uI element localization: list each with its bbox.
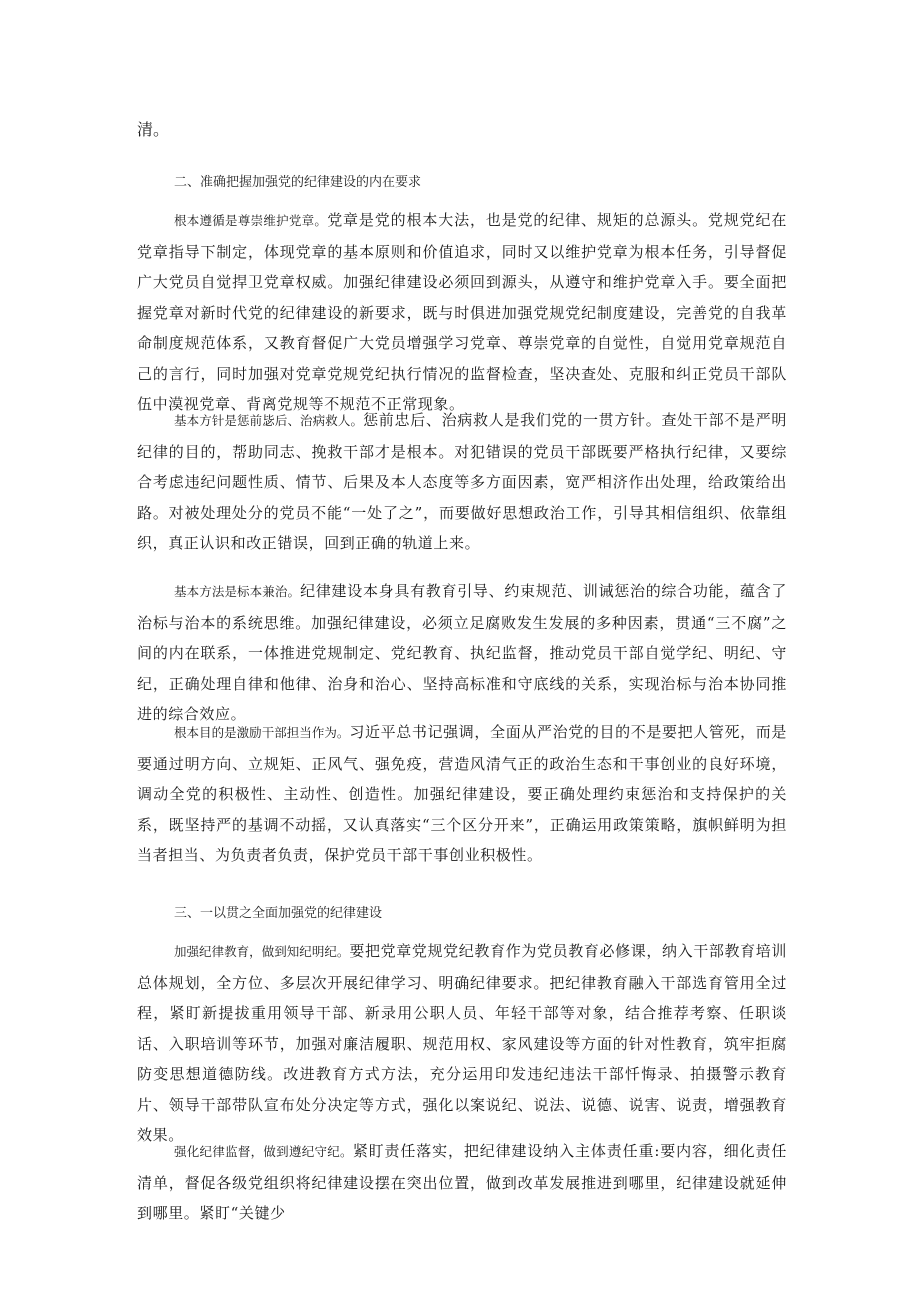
paragraph-discipline-supervision (137, 1136, 787, 1229)
paragraph-body: 紧盯责任落实，把纪律建设纳入主体责任重:要内容，细化责任清单，督促各级党组织将纪律建设摆在突出位置，做到改革发展推进到哪里，纪律建设就延伸到哪里。紧盯“关键少 (137, 1142, 787, 1222)
paragraph-lead: 基本方针是惩前毖后、治病救人。 (174, 413, 364, 428)
section-2-heading: 二、准确把握加强党的纪律建设的内在要求 (174, 175, 422, 190)
paragraph-lead: 基本方法是标本兼治。 (174, 584, 301, 599)
paragraph-basic-method (137, 576, 787, 730)
paragraph-body: 党章是党的根本大法，也是党的纪律、规矩的总源头。党规党纪在党章指导下制定，体现党章的基本原则和价值追求，同时又以维护党章为根本任务，引导督促广大党员自觉捍卫党章权威。加强纪律建设必须回到源头，从遵守和维护党章入手。要全面把握党章对新时代党的纪律建设的新要求，既与时俱进加强党规党纪制度建设，完善党的自我革命制度规范体系，又教育督促广大党员增强学习党章、尊崇党章的自觉性，自觉用党章规范自己的言行，同时加强对党章党规党纪执行情况的监督检查，坚决查处、克服和纠正党员干部队伍中漠视党章、背离党规等不规范不正常现象。 (137, 211, 787, 413)
paragraph-body: 习近平总书记强调，全面从严治党的目的不是要把人管死，而是要通过明方向、立规矩、正风气、强免疫，营造风清气正的政治生态和干事创业的良好环境，调动全党的积极性、主动性、创造性。加强纪律建设，要正确处理约束惩治和支持保护的关系，既坚持严的基调不动摇，又认真落实“三个区分开来”，正确运用政策策略，旗帜鲜明为担当者担当、为负责者负责，保护党员干部干事创业积极性。 (137, 723, 787, 864)
paragraph-body: 纪律建设本身具有教育引导、约束规范、训诫惩治的综合功能，蕴含了治标与治本的系统思维。加强纪律建设，必须立足腐败发生发展的多种因素，贯通“三不腐”之间的内在联系，一体推进党规制定、党纪教育、执纪监督，推动党员干部自觉学纪、明纪、守纪，正确处理自律和他律、治身和治心、坚持高标准和守底线的关系，实现治标与治本协同推进的综合效应。 (137, 582, 787, 723)
paragraph-body: 要把党章党规党纪教育作为党员教育必修课，纳入干部教育培训总体规划，全方位、多层次开展纪律学习、明确纪律要求。把纪律教育融入干部选育管用全过程，紧盯新提拔重用领导干部、新录用公职人员、年轻干部等对象，结合推荐考察、任职谈话、入职培训等环节，加强对廉洁履职、规范用权、家风建设等方面的针对性教育，筑牢拒腐防变思想道德防线。改进教育方式方法，充分运用印发违纪违法干部忏悔录、拍摄警示教育片、领导干部带队宣布处分决定等方式，强化以案说纪、说法、说德、说害、说责，增强教育效果。 (137, 942, 787, 1144)
paragraph-lead: 根本遵循是尊崇维护党章。 (174, 213, 328, 228)
continuation-fragment: 清。 (137, 120, 170, 139)
section-3-heading: 三、一以贯之全面加强党的纪律建设 (174, 906, 383, 921)
paragraph-fundamental-goal (137, 717, 787, 871)
paragraph-discipline-education (137, 936, 787, 1151)
paragraph-body: 惩前忠后、治病救人是我们党的一贯方针。查处干部不是严明纪律的目的，帮助同志、挽救干部才是根本。对犯错误的党员干部既要严格执行纪律，又要综合考虑违纪问题性质、情节、后果及本人态度等多方面因素，宽严相济作出处理，给政策给出路。对被处理处分的党员不能“一处了之”，而要做好思想政治工作，引导其相信组织、依靠组织，真正认识和改正错误，回到正确的轨道上来。 (137, 411, 787, 552)
paragraph-lead: 加强纪律教育，做到知纪明纪。 (174, 944, 350, 959)
paragraph-party-constitution (137, 205, 787, 420)
paragraph-guiding-policy (137, 405, 787, 559)
paragraph-lead: 根本目的是激励干部担当作为。 (174, 725, 350, 740)
paragraph-lead: 强化纪律监督，做到遵纪守纪。 (174, 1144, 353, 1159)
